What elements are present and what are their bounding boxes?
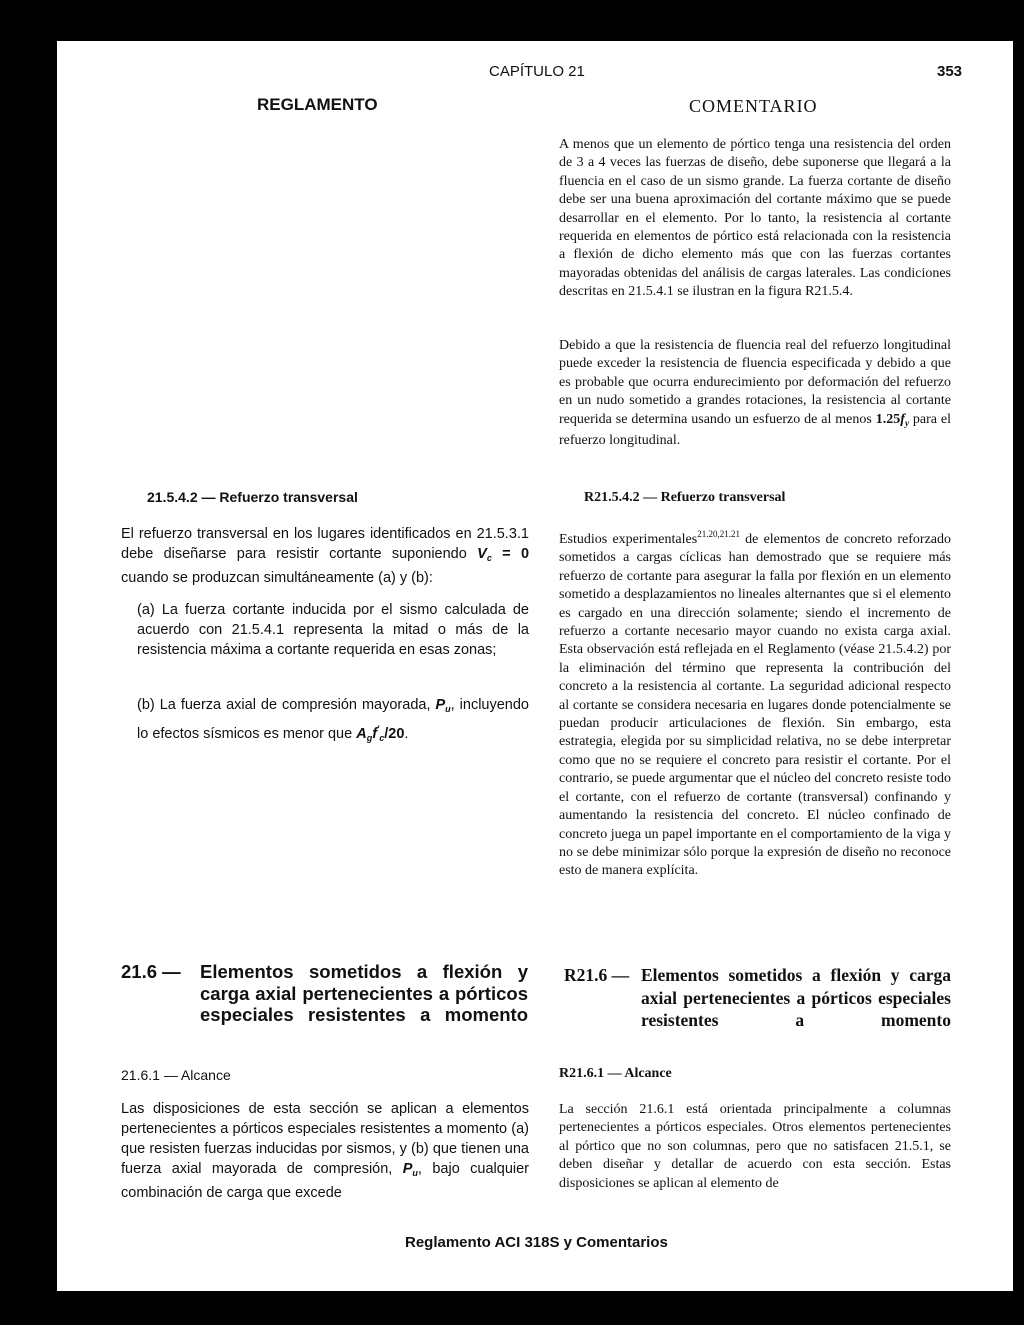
r-21-6-title: Elementos sometidos a flexión y carga axial pertenecientes a pórticos especiales resistentes a momento xyxy=(641,965,951,1030)
fc-f: f xyxy=(372,726,378,742)
section-21-6-1-text-b: , bajo cualquier combinación de carga que excede xyxy=(121,1161,529,1201)
section-21-5-4-2-intro xyxy=(121,524,529,588)
section-21-6-1-heading: 21.6.1 — Alcance xyxy=(121,1067,231,1083)
pu2-p: P xyxy=(402,1161,413,1177)
item-b-text-b: , incluyendo lo efectos sísmicos es menor que xyxy=(137,697,530,742)
fy-f: f xyxy=(900,411,905,427)
item-a: (a) La fuerza cortante inducida por el sismo calculada de acuerdo con 21.5.4.1 representa la mitad o más de la resistencia máxima a cortante requerida en esas zonas; xyxy=(137,602,529,658)
fc-prime: ′ xyxy=(377,724,380,734)
reglamento-column-title: REGLAMENTO xyxy=(257,95,378,114)
r-21-5-4-2-body xyxy=(559,525,951,881)
r-21-5-4-2-heading: R21.5.4.2 — Refuerzo transversal xyxy=(584,490,786,505)
page-number: 353 xyxy=(937,63,963,80)
commentary-paragraph-1: A menos que un elemento de pórtico tenga una resistencia del orden de 3 a 4 veces las fuerzas de diseño, debe suponerse que llegará a la fluencia en el caso de un sismo grande. La fuerza cortante de diseño debe ser una buena aproximación del cortante máximo que se puede desarrollar en el elemento. Por lo tanto, la resistencia al cortante requerida en elementos de pórtico está relacionada con la resistencia a flexión de dicho elemento más que con las fuerzas cortantes mayoradas obtenidas del análisis de cargas laterales. Las condiciones descritas en 21.5.4.1 se ilustran en la figura R21.5.4. xyxy=(559,137,951,300)
comentario-column-title: COMENTARIO xyxy=(689,96,818,116)
section-21-6-1-body xyxy=(121,1099,529,1203)
fy-subscript: y xyxy=(904,417,909,428)
reference-superscript: 21.20,21.21 xyxy=(697,529,740,539)
fc-subscript: c xyxy=(379,733,385,743)
ag-a: A xyxy=(356,726,367,742)
pu-p: P xyxy=(435,697,446,713)
commentary-paragraph-2 xyxy=(559,337,951,450)
commentary-paragraph-2-end: para el refuerzo longitudinal. xyxy=(559,411,952,449)
r-21-5-4-2-text-b: de elementos de concreto reforzado sometidos a cargas cíclicas han demostrado que se requiere más refuerzo de cortante para asegurar la falla por flexión en un elemento sometido a desplazamientos no lineales alternantes que si el elemento es cargado en una dirección solamente; siendo el incremento de refuerzo a cortante necesario mayor cuando no exista carga axial. Esta observación está reflejada en el Reglamento (véase 21.5.4.2) por la eliminación del término que representa la contribución del concreto a la resistencia al cortante. La seguridad adicional respecto al cortante se considera necesaria en lugares donde potencialmente se puedan producir articulaciones de flexión. Sin embargo, esta estrategia, elegida por su simplicidad relativa, no se debe interpretar como que no se requiere el concreto para resistir el cortante. Por el contrario, se puede argumentar que el núcleo del concreto resiste todo el cortante, con el refuerzo de cortante (transversal) confinando y aumentando la resistencia del concreto. El núcleo confinado de concreto juega un papel importante en el comportamiento de la viga y no se debe minimizar sólo porque la expresión de diseño no reconoce esto de manera explícita. xyxy=(559,532,952,879)
vc-equals-zero: = 0 xyxy=(502,546,530,562)
item-b-end: . xyxy=(404,726,409,742)
section-21-6-title: Elementos sometidos a flexión y carga axial pertenecientes a pórticos especiales resistentes a momento xyxy=(200,961,528,1025)
r-21-6-1-body: La sección 21.6.1 está orientada principalmente a columnas pertenecientes a pórticos especiales. Otros elementos pertenecientes al pórtico que no son columnas, pero que no satisfacen 21.5.1, se deben diseñar y detallar de acuerdo con esta sección. Estas disposiciones se aplican al elemento de xyxy=(559,1102,951,1191)
ag-divisor: /20 xyxy=(384,726,405,742)
pu2-subscript: u xyxy=(412,1168,418,1178)
pu-symbol-2 xyxy=(403,1161,418,1177)
r-21-6-1-heading: R21.6.1 — Alcance xyxy=(559,1066,672,1081)
intro-text-a: El refuerzo transversal en los lugares identificados en 21.5.3.1 debe diseñarse para resistir cortante suponiendo xyxy=(121,526,529,562)
r-21-6-number: R21.6 — xyxy=(564,965,630,985)
r-21-5-4-2-text-a: Estudios experimentales xyxy=(559,532,698,547)
chapter-title: CAPÍTULO 21 xyxy=(489,63,585,80)
section-21-6-1-text-a: Las disposiciones de esta sección se aplican a elementos pertenecientes a pórticos especiales resistentes a momento (a) que resisten fuerzas inducidas por sismos, y (b) que tienen una fuerza axial mayorada de compresión, xyxy=(121,1101,529,1177)
ag-subscript: g xyxy=(366,733,373,743)
fy-math xyxy=(876,412,909,427)
vc-subscript: c xyxy=(486,553,492,563)
intro-text-b: cuando se produzcan simultáneamente (a) y (b): xyxy=(121,570,433,586)
footer-text: Reglamento ACI 318S y Comentarios xyxy=(405,1234,668,1251)
section-21-6-number: 21.6 — xyxy=(121,961,181,982)
vc-v: V xyxy=(477,546,487,562)
item-b-text-a: (b) La fuerza axial de compresión mayorada, xyxy=(137,697,431,713)
commentary-paragraph-2-text: Debido a que la resistencia de fluencia real del refuerzo longitudinal puede exceder la resistencia de fluencia especificada y debido a que es probable que ocurra endurecimiento por deformación del refuerzo en un nudo sometido a grandes rotaciones, la resistencia al cortante requerida se determina usando un esfuerzo de al menos xyxy=(559,338,951,427)
pu-symbol xyxy=(435,697,450,713)
fy-coefficient: 1.25 xyxy=(875,411,901,427)
pu-subscript: u xyxy=(445,704,451,714)
item-b xyxy=(137,695,529,748)
document-page xyxy=(57,41,1013,1291)
section-21-5-4-2-heading: 21.5.4.2 — Refuerzo transversal xyxy=(147,489,358,505)
ag-fc-expression xyxy=(356,726,404,742)
vc-symbol xyxy=(477,546,492,562)
